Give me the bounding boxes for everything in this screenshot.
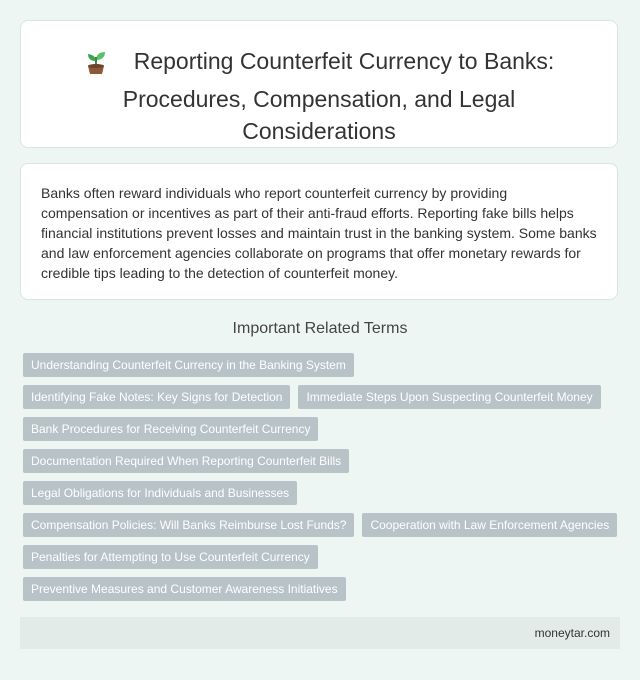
- related-terms-heading: Important Related Terms: [232, 320, 408, 337]
- footer: [20, 617, 620, 649]
- page-title: [21, 21, 617, 147]
- related-term-tag[interactable]: Understanding Counterfeit Currency in the Banking System: [23, 353, 354, 377]
- page-title-text: Reporting Counterfeit Currency to Banks: Procedures, Compensation, and Legal Considerations: [122, 48, 555, 144]
- related-term-tag[interactable]: Documentation Required When Reporting Counterfeit Bills: [23, 449, 349, 473]
- related-term-tag[interactable]: Preventive Measures and Customer Awareness Initiatives: [23, 577, 346, 601]
- related-term-tag[interactable]: Penalties for Attempting to Use Counterfeit Currency: [23, 545, 318, 569]
- related-term-tag[interactable]: Compensation Policies: Will Banks Reimburse Lost Funds?: [23, 513, 354, 537]
- description-text: Banks often reward individuals who report counterfeit currency by providing compensation or incentives as part of their anti-fraud efforts. Reporting fake bills helps financial institutions prevent losses and maintain trust in the banking system. Some banks and law enforcement agencies collaborate on programs that offer monetary rewards for credible tips leading to the detection of counterfeit money.: [41, 185, 597, 281]
- related-term-tag[interactable]: Legal Obligations for Individuals and Businesses: [23, 481, 297, 505]
- footer-site-link[interactable]: moneytar.com: [534, 626, 610, 640]
- sprout-icon: [84, 47, 108, 83]
- related-term-tag[interactable]: Identifying Fake Notes: Key Signs for Detection: [23, 385, 290, 409]
- related-term-tag[interactable]: Bank Procedures for Receiving Counterfeit Currency: [23, 417, 318, 441]
- description-card: [20, 163, 618, 300]
- title-card: [20, 20, 618, 148]
- related-terms-list: [23, 353, 623, 609]
- related-term-tag[interactable]: Immediate Steps Upon Suspecting Counterfeit Money: [298, 385, 600, 409]
- related-term-tag[interactable]: Cooperation with Law Enforcement Agencies: [362, 513, 617, 537]
